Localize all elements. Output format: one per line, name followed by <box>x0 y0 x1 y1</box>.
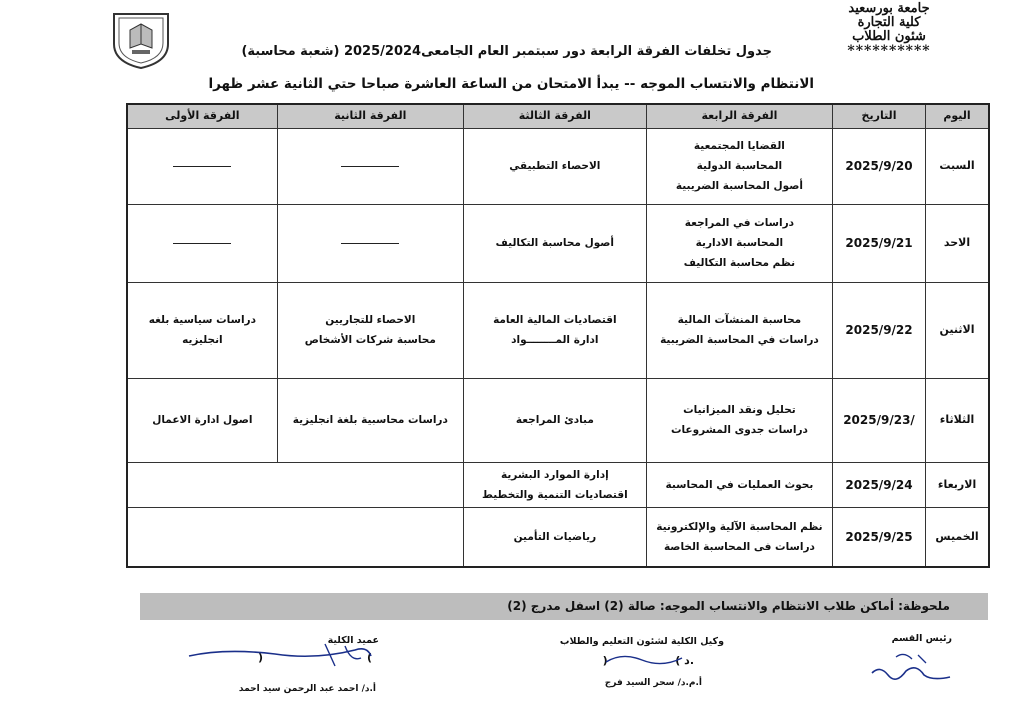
year2-cell <box>277 282 463 378</box>
subject-line: أصول المحاسبة الضريبية <box>675 180 803 192</box>
university-seal-icon <box>110 8 172 70</box>
date-cell: 2025/9/22 <box>832 282 925 378</box>
table-row <box>127 507 989 567</box>
year3-cell <box>463 204 646 282</box>
university-header <box>834 2 944 58</box>
department-head-title: رئيس القسم <box>891 633 952 644</box>
note-bar: ملحوظة: أماكن طلاب الانتظام والانتساب الموجه: صالة (2) اسفل مدرج (2) <box>140 593 988 620</box>
subject-line: مبادئ المراجعة <box>515 414 594 426</box>
no-exam-dash <box>341 166 399 167</box>
year4-cell <box>646 462 832 507</box>
column-header-year2: الفرقة الثانية <box>277 104 463 128</box>
year3-cell <box>463 507 646 567</box>
year3-cell <box>463 462 646 507</box>
subject-line: اقتصاديات التنمية والتخطيط <box>482 488 628 501</box>
page-title: جدول تخلفات الفرقة الرابعة دور سبتمبر العام الجامعى2025/2024 (شعبة محاسبة) <box>241 44 772 59</box>
vice-dean-title: وكيل الكلية لشئون التعليم والطلاب <box>559 636 724 647</box>
table-header-row <box>127 104 989 128</box>
subject-line: دراسات جدوى المشروعات <box>670 424 808 436</box>
table-row <box>127 462 989 507</box>
subject-line: المحاسبة الادارية <box>695 237 784 249</box>
column-header-date: التاريخ <box>832 104 925 128</box>
year4-cell <box>646 282 832 378</box>
year2-cell <box>277 378 463 462</box>
stars-line: ********** <box>847 43 931 59</box>
exam-schedule-table <box>126 103 990 568</box>
column-header-year3: الفرقة الثالثة <box>463 104 646 128</box>
year1-cell <box>127 128 277 204</box>
page-subtitle: الانتظام والانتساب الموجه -- يبدأ الامتحان من الساعة العاشرة صباحا حتي الثانية عشر ظهرا <box>208 76 814 92</box>
empty-cell <box>127 507 463 567</box>
date-cell: 2025/9/20 <box>832 128 925 204</box>
table-row <box>127 378 989 462</box>
date-cell: 2025/9/21 <box>832 204 925 282</box>
table-row <box>127 128 989 204</box>
year3-cell <box>463 128 646 204</box>
subject-line: ادارة المــــــــواد <box>511 334 599 346</box>
table-row <box>127 282 989 378</box>
subject-line: المحاسبة الدولية <box>696 160 783 172</box>
no-exam-dash <box>173 166 231 167</box>
subject-line: تحليل ونقد الميزانيات <box>683 404 796 416</box>
university-name: جامعة بورسعيد <box>848 1 930 16</box>
dean-paren: ) ( <box>257 651 372 664</box>
subject-line: القضايا المجتمعية <box>693 140 785 152</box>
dean-title: عميد الكلية <box>327 635 379 646</box>
table-row <box>127 204 989 282</box>
vice-dean-signature <box>602 648 694 670</box>
empty-cell <box>127 462 463 507</box>
subject-line: اقتصاديات المالية العامة <box>493 314 617 326</box>
day-cell: الاربعاء <box>926 462 989 507</box>
year2-cell <box>277 128 463 204</box>
column-header-year4: الفرقة الرابعة <box>646 104 832 128</box>
dean-name: أ.د/ احمد عبد الرحمن سيد احمد <box>238 684 376 694</box>
faculty-name: كلية التجارة <box>857 15 921 30</box>
office-name: شئون الطلاب <box>852 29 926 44</box>
subject-line: دراسات محاسبية بلغة انجليزية <box>292 414 448 426</box>
year3-cell <box>463 282 646 378</box>
day-cell: الثلاثاء <box>926 378 989 462</box>
dean-signature <box>185 640 375 672</box>
year4-cell <box>646 378 832 462</box>
subject-line: نظم محاسبة التكاليف <box>683 257 796 269</box>
subject-line: محاسبة المنشآت المالية <box>677 314 802 326</box>
subject-line: دراسات في المحاسبة الضريبية <box>660 334 819 346</box>
year4-cell <box>646 204 832 282</box>
subject-line: انجليزيه <box>182 334 223 346</box>
year1-cell <box>127 282 277 378</box>
no-exam-dash <box>341 243 399 244</box>
date-cell: 2025/9/25 <box>832 507 925 567</box>
subject-line: أصول محاسبة التكاليف <box>495 237 615 249</box>
subject-line: دراسات فى المحاسبة الخاصة <box>663 540 815 553</box>
subject-line: إدارة الموارد البشرية <box>501 468 609 481</box>
day-cell: الخميس <box>926 507 989 567</box>
day-cell: الاثنين <box>926 282 989 378</box>
column-header-year1: الفرقة الأولى <box>127 104 277 128</box>
year2-cell <box>277 204 463 282</box>
subject-line: الاحصاء التطبيقي <box>509 160 601 172</box>
subject-line: رياضيات التأمين <box>513 530 597 543</box>
day-cell: السبت <box>926 128 989 204</box>
date-cell: 2025/9/23/ <box>832 378 925 462</box>
subject-line: دراسات في المراجعة <box>684 217 795 229</box>
subject-line: بحوث العمليات في المحاسبة <box>665 478 814 491</box>
year4-cell <box>646 128 832 204</box>
subject-line: اصول ادارة الاعمال <box>152 414 253 426</box>
subject-line: محاسبة شركات الأشخاص <box>304 334 436 346</box>
vice-dean-name: أ.م.د/ سحر السيد فرج <box>604 678 702 688</box>
year1-cell <box>127 378 277 462</box>
year4-cell <box>646 507 832 567</box>
year3-cell <box>463 378 646 462</box>
column-header-day: اليوم <box>926 104 989 128</box>
vice-dean-paren: ) ( د. <box>602 654 694 667</box>
subject-line: نظم المحاسبة الآلية والإلكترونية <box>656 520 823 533</box>
subject-line: دراسات سياسية بلغه <box>148 314 256 326</box>
date-cell: 2025/9/24 <box>832 462 925 507</box>
department-head-signature <box>866 645 954 685</box>
subject-line: الاحصاء للتجاريين <box>325 314 416 326</box>
no-exam-dash <box>173 243 231 244</box>
year1-cell <box>127 204 277 282</box>
day-cell: الاحد <box>926 204 989 282</box>
